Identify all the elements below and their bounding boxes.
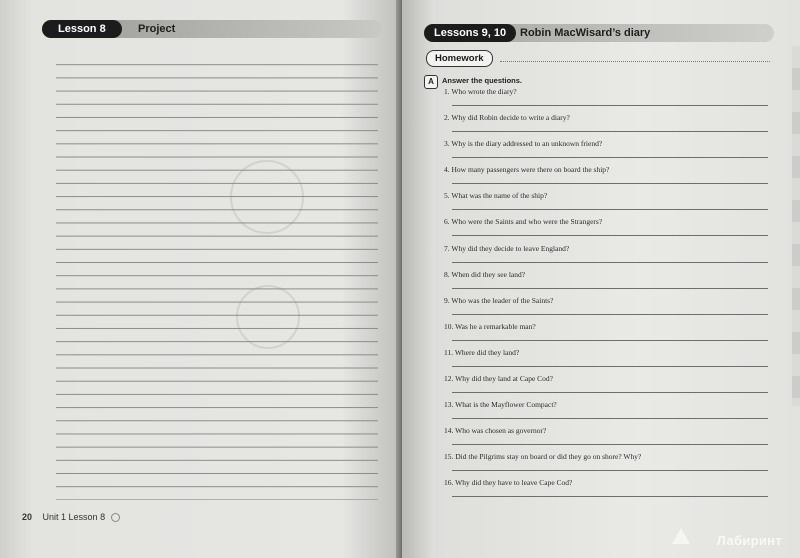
question-item [402, 84, 800, 110]
section-heading: Homework [426, 50, 493, 67]
question-text: 4. How many passengers were there on board the ship? [444, 165, 610, 175]
question-text: 1. Who wrote the diary? [444, 87, 517, 96]
page-title: Robin MacWisard’s diary [520, 27, 651, 39]
answer-line[interactable] [452, 131, 768, 132]
question-text: 9. Who was the leader of the Saints? [444, 295, 554, 305]
answer-line[interactable] [452, 235, 768, 236]
question-item [402, 214, 800, 240]
ruled-writing-lines [56, 52, 378, 500]
page-footer [22, 512, 120, 522]
question-text: 7. Why did they decide to leave England? [444, 243, 570, 253]
answer-line[interactable] [452, 444, 768, 445]
question-item [402, 345, 800, 371]
exercise-instruction: Answer the questions. [442, 76, 523, 85]
question-item [402, 293, 800, 319]
answer-line[interactable] [452, 496, 768, 497]
question-text: 14. Who was chosen as governor? [444, 426, 547, 436]
exercise-letter-badge: A [424, 75, 438, 89]
question-item [402, 136, 800, 162]
right-page [402, 0, 800, 558]
answer-line[interactable] [452, 470, 768, 471]
question-item [402, 267, 800, 293]
question-item [402, 423, 800, 449]
answer-line[interactable] [452, 209, 768, 210]
question-item [402, 371, 800, 397]
question-text: 12. Why did they land at Cape Cod? [444, 374, 554, 384]
lesson-label: Lessons 9, 10 [424, 24, 516, 42]
question-item [402, 110, 800, 136]
answer-line[interactable] [452, 105, 768, 106]
question-item [402, 188, 800, 214]
question-item [402, 475, 800, 501]
page-number: 20 [22, 512, 33, 522]
question-text: 16. Why did they have to leave Cape Cod? [444, 478, 573, 488]
footer-unit-text: Unit 1 Lesson 8 [42, 512, 106, 522]
question-item [402, 319, 800, 345]
question-text: 10. Was he a remarkable man? [444, 321, 536, 331]
answer-line[interactable] [452, 392, 768, 393]
dotted-divider [500, 61, 770, 62]
watermark: Лабиринт [716, 533, 782, 548]
answer-line[interactable] [452, 366, 768, 367]
question-text: 2. Why did Robin decide to write a diary? [444, 113, 570, 123]
answer-line[interactable] [452, 157, 768, 158]
watermark-logo-icon [672, 528, 690, 544]
answer-line[interactable] [452, 340, 768, 341]
question-item [402, 449, 800, 475]
answer-line[interactable] [452, 183, 768, 184]
question-text: 13. What is the Mayflower Compact? [444, 400, 557, 410]
question-item [402, 397, 800, 423]
lesson-label: Lesson 8 [42, 20, 122, 38]
question-text: 8. When did they see land? [444, 269, 526, 279]
question-text: 5. What was the name of the ship? [444, 191, 548, 201]
page-title: Project [138, 23, 176, 35]
answer-line[interactable] [452, 418, 768, 419]
question-item [402, 162, 800, 188]
answer-line[interactable] [452, 288, 768, 289]
question-text: 11. Where did they land? [444, 347, 520, 357]
question-text: 3. Why is the diary addressed to an unknown friend? [444, 139, 603, 149]
answer-line[interactable] [452, 262, 768, 263]
question-text: 15. Did the Pilgrims stay on board or did they go on shore? Why? [444, 452, 642, 462]
right-header-bar [424, 24, 774, 42]
footer-circle-icon [111, 513, 120, 522]
question-item [402, 241, 800, 267]
left-header-bar [42, 20, 382, 38]
question-text: 6. Who were the Saints and who were the Strangers? [444, 217, 603, 227]
question-list [402, 84, 800, 502]
answer-line[interactable] [452, 314, 768, 315]
